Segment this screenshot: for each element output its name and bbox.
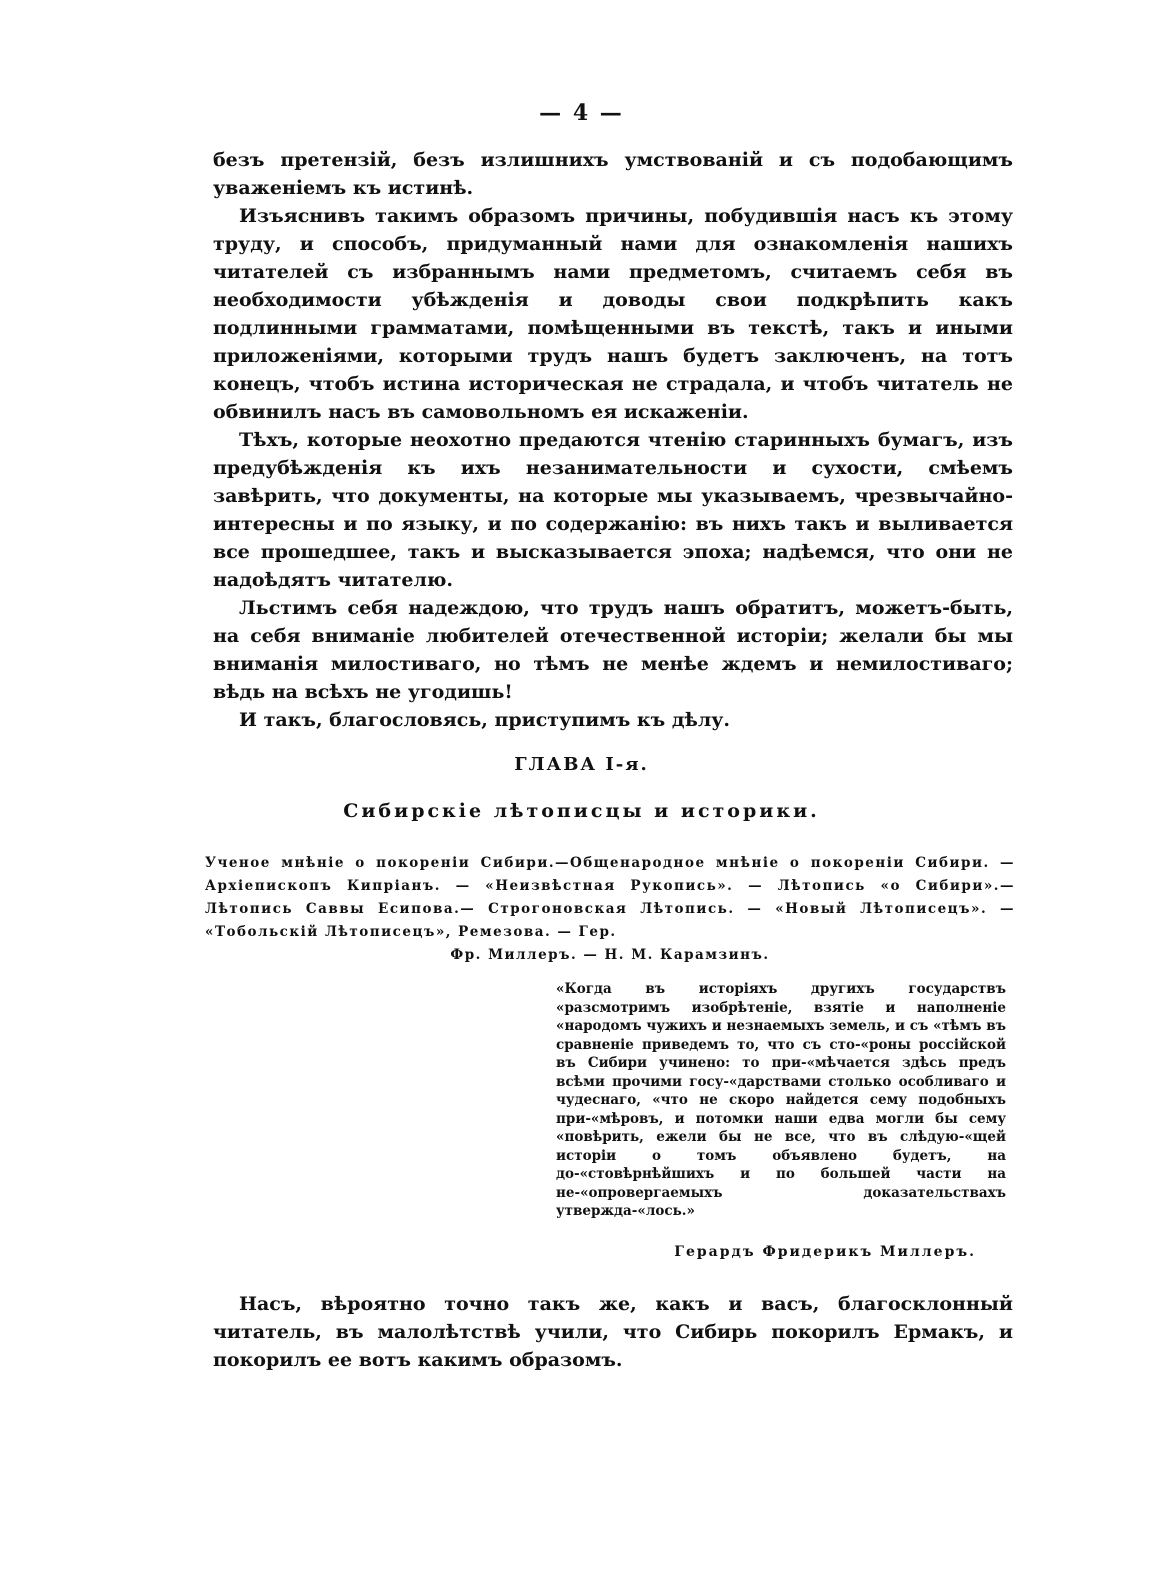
chapter-title: ГЛАВА I-я. [514, 754, 649, 775]
paragraph: Льстимъ себя надеждою, что трудъ нашъ обратитъ, можетъ-быть, на себя вниманіе любителей отечественной исторіи; желали бы мы вниманія милостиваго, но тѣмъ не менѣе ждемъ и немилостиваго; вѣдь на всѣхъ не угодишь! [213, 597, 1013, 703]
intro-text [213, 146, 1013, 734]
epigraph-author: Герардъ Фридерикъ Миллеръ. [674, 1244, 976, 1260]
paragraph: И такъ, благословясь, приступимъ къ дѣлу. [239, 709, 731, 731]
closing-text [213, 1290, 1013, 1374]
summary-last-line: Фр. Миллеръ. — Н. М. Карамзинъ. [450, 947, 770, 963]
paragraph: безъ претензій, безъ излишнихъ умствованій и съ подобающимъ уваженіемъ къ истинѣ. [213, 149, 1013, 199]
epigraph-quote: «Когда въ исторіяхъ другихъ государствъ «разсмотримъ изобрѣтеніе, взятіе и наполненіе «народомъ чужихъ и незнаемыхъ земель, и съ «тѣмъ въ сравненіе приведемъ то, что съ сто-«роны россійской въ Сибири учинено: то при-«мѣчается здѣсь предъ всѣми прочими госу-«дарствами столько особливаго и чудеснаго, «что не скоро найдется сему подобныхъ при-«мѣровъ, и потомки наши едва могли бы сему «повѣрить, ежели бы не все, что въ слѣдую-«щей исторіи о томъ объявлено будетъ, на до-«стовѣрнѣйшихъ и по большей части на не-«опровергаемыхъ доказательствахъ утвержда-«лось.» [556, 981, 1006, 1219]
paragraph: Насъ, вѣроятно точно такъ же, какъ и васъ, благосклонный читатель, въ малолѣтствѣ учили, что Сибирь покорилъ Ермакъ, и покорилъ ее вотъ какимъ образомъ. [213, 1293, 1013, 1371]
summary-text: Ученое мнѣніе о покореніи Сибири.—Общенародное мнѣніе о покореніи Сибири. — Архіепископъ Кипріанъ. — «Неизвѣстная Рукопись». — Лѣтопись «о Сибири».— Лѣтопись Саввы Есипова.— Строгоновская Лѣтопись. — «Новый Лѣтописецъ». — «Тобольскій Лѣтописецъ», Ремезова. — Гер. [205, 855, 1015, 940]
page-number: — 4 — [539, 100, 624, 126]
chapter-subtitle: Сибирскіе лѣтописцы и историки. [343, 800, 820, 822]
paragraph: Изъяснивъ такимъ образомъ причины, побудившія насъ къ этому труду, и способъ, придуманный нами для ознакомленія нашихъ читателей съ избраннымъ нами предметомъ, считаемъ себя въ необходимости убѣжденія и доводы свои подкрѣпить какъ подлинными грамматами, помѣщенными въ текстѣ, такъ и иными приложеніями, которыми трудъ нашъ будетъ заключенъ, на тотъ конецъ, чтобъ истина историческая не страдала, и чтобъ читатель не обвинилъ насъ въ самовольномъ ея искаженіи. [213, 205, 1013, 423]
chapter-summary [205, 852, 1015, 967]
paragraph: Тѣхъ, которые неохотно предаются чтенію старинныхъ бумагъ, изъ предубѣжденія къ ихъ незанимательности и сухости, смѣемъ завѣрить, что документы, на которые мы указываемъ, чрезвычайно-интересны и по языку, и по содержанію: въ нихъ такъ и выливается все прошедшее, такъ и высказывается эпоха; надѣемся, что они не надоѣдятъ читателю. [213, 429, 1013, 591]
